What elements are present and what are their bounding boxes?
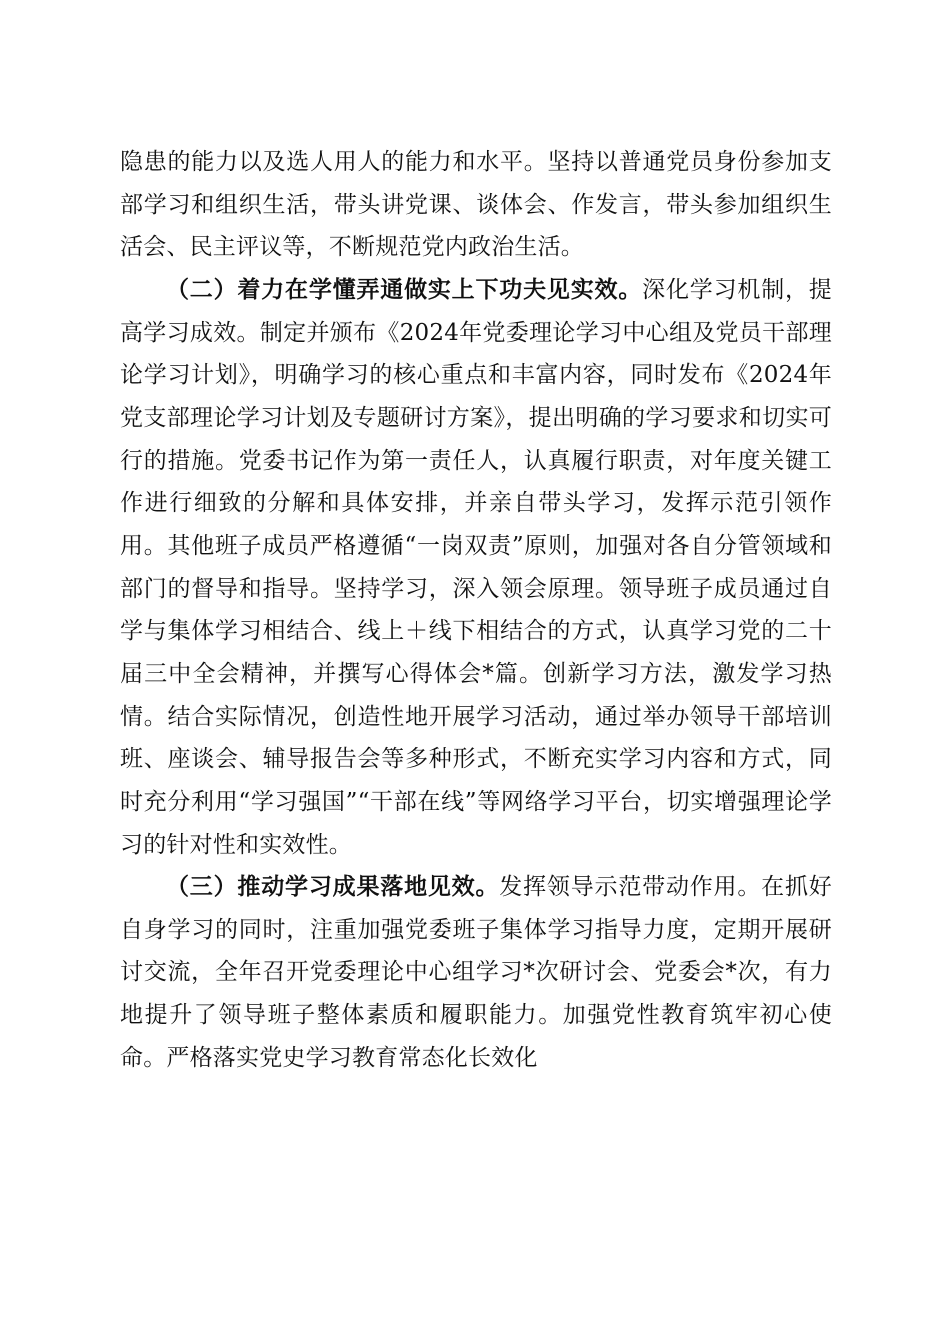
section-heading: （三）推动学习成果落地见效。 [166,873,500,901]
paragraph-text: 深化学习机制，提高学习成效。制定并颁布《2024年党委理论学习中心组及党员干部理论学习计划》，明确学习的核心重点和丰富内容，同时发布《2024年党支部理论学习计划及专题研讨方案》，提出明确的学习要求和切实可行的措施。党委书记作为第一责任人，认真履行职责，对年度关键工作进行细致的分解和具体安排，并亲自带头学习，发挥示范引领作用。其他班子成员严格遵循“一岗双责”原则，加强对各自分管领域和部门的督导和指导。坚持学习，深入领会原理。领导班子成员通过自学与集体学习相结合、线上＋线下相结合的方式，认真学习党的二十届三中全会精神，并撰写心得体会*篇。创新学习方法，激发学习热情。结合实际情况，创造性地开展学习活动，通过举办领导干部培训班、座谈会、辅导报告会等多种形式，不断充实学习内容和方式，同时充分利用“学习强国”“干部在线”等网络学习平台，切实增强理论学习的针对性和实效性。 [120,276,833,858]
paragraph-text: 发挥领导示范带动作用。在抓好自身学习的同时，注重加强党委班子集体学习指导力度，定期开展研讨交流，全年召开党委理论中心组学习*次研讨会、党委会*次，有力地提升了领导班子整体素质和履职能力。加强党性教育筑牢初心使命。严格落实党史学习教育常态化长效化 [120,874,832,1071]
section-heading: （二）着力在学懂弄通做实上下功夫见实效。 [166,275,643,303]
paragraph-text: 隐患的能力以及选人用人的能力和水平。坚持以普通党员身份参加支部学习和组织生活，带头讲党课、谈体会、作发言，带头参加组织生活会、民主评议等，不断规范党内政治生活。 [120,149,832,261]
document-page [120,141,832,1079]
paragraph-intro [120,141,832,269]
paragraph-section-two [120,269,832,866]
paragraph-section-three [120,866,832,1079]
